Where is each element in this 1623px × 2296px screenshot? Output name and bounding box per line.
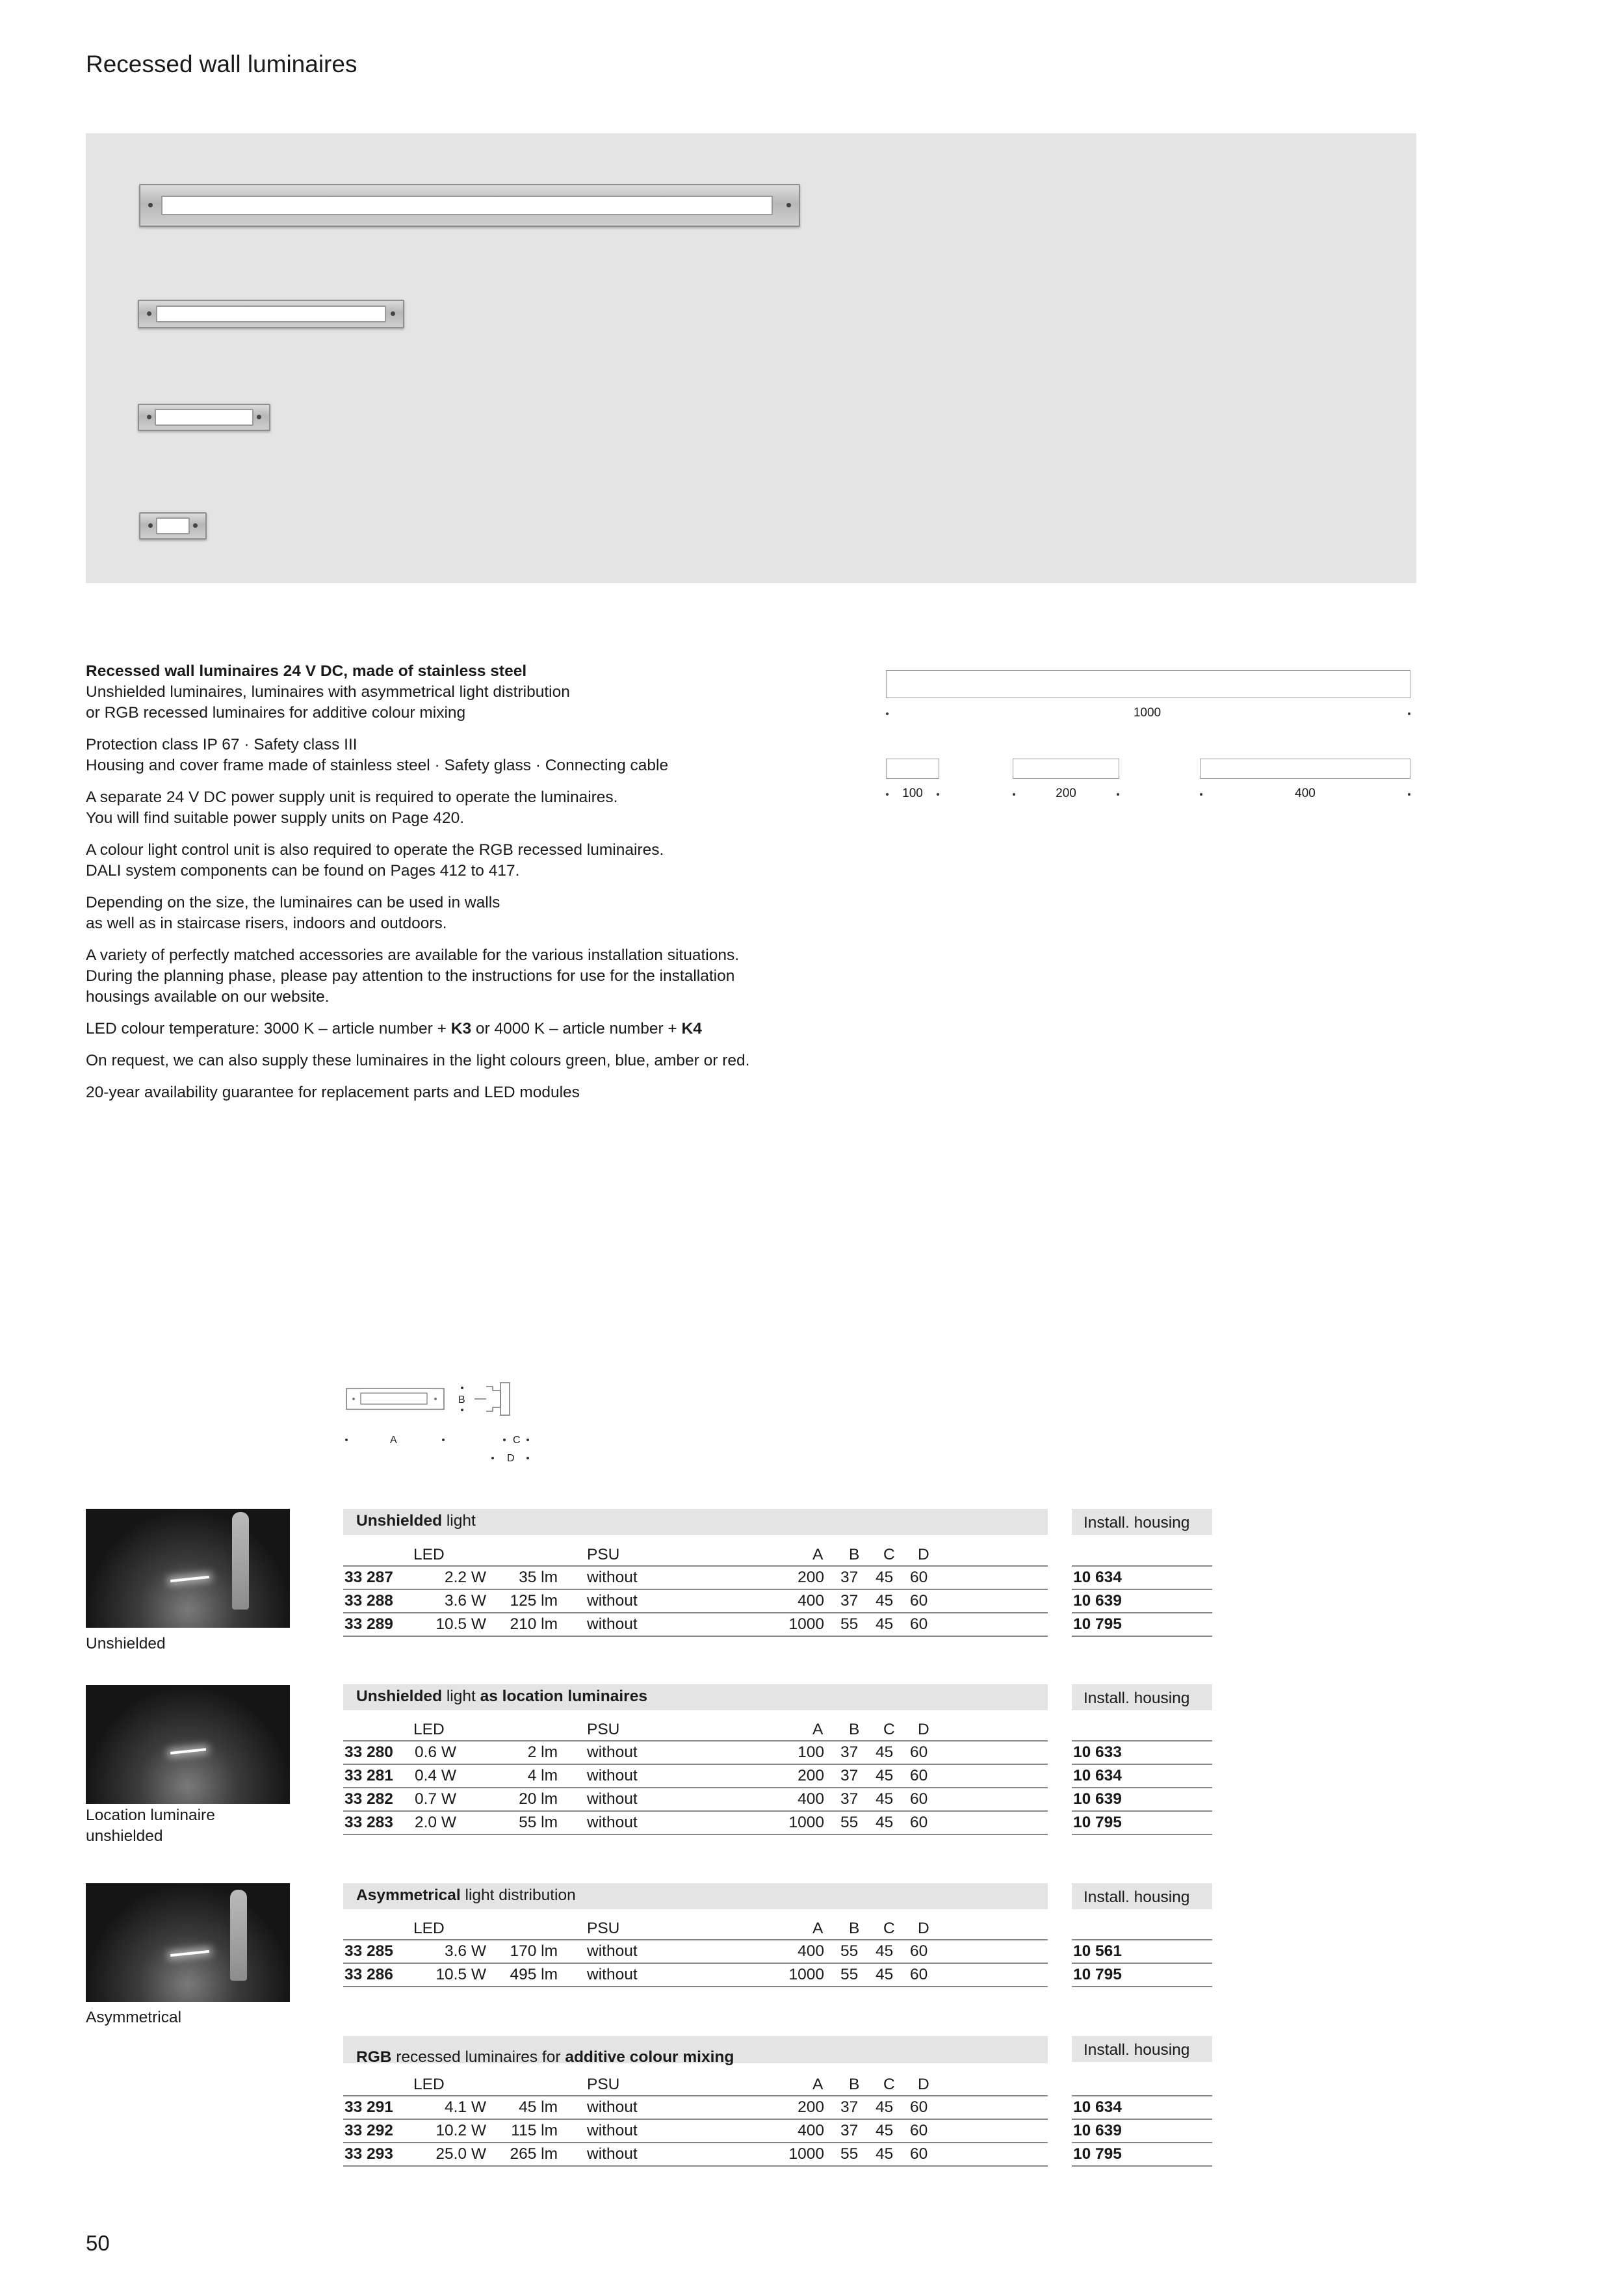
col-c: C bbox=[883, 1920, 895, 1937]
dim-a: 1000 bbox=[788, 1966, 824, 1983]
dimension-tick bbox=[345, 1439, 348, 1441]
dim-a: 100 bbox=[798, 1743, 824, 1761]
install-housing-header: Install. housing bbox=[1072, 1509, 1212, 1535]
wattage: 10.5 W bbox=[435, 1615, 486, 1633]
wattage: 10.5 W bbox=[435, 1966, 486, 1983]
dim-a: 200 bbox=[798, 1569, 824, 1586]
dim-d: 60 bbox=[910, 1942, 928, 1960]
article-number: 33 291 bbox=[344, 2098, 393, 2116]
description-text: On request, we can also supply these luminaires in the light colours green, blue, amber or red. bbox=[86, 1052, 750, 1069]
description-text: A colour light control unit is also required to operate the RGB recessed luminaires. bbox=[86, 841, 664, 859]
psu: without bbox=[587, 1569, 638, 1586]
description-text: 20-year availability guarantee for replacement parts and LED modules bbox=[86, 1084, 580, 1101]
lumen: 265 lm bbox=[510, 2145, 558, 2163]
dim-d: 60 bbox=[910, 1966, 928, 1983]
dim-a: 400 bbox=[798, 2122, 824, 2139]
wattage: 4.1 W bbox=[445, 2098, 486, 2116]
description-text: Protection class IP 67 · Safety class III bbox=[86, 736, 357, 753]
dim-a: 1000 bbox=[788, 1615, 824, 1633]
article-number: 33 286 bbox=[344, 1966, 393, 1983]
col-psu: PSU bbox=[587, 1721, 620, 1738]
col-b: B bbox=[849, 1920, 860, 1937]
asymmetrical-photo bbox=[86, 1883, 290, 2002]
dim-b: 37 bbox=[840, 1743, 859, 1761]
housing-cell bbox=[1072, 1812, 1212, 1835]
housing-cell bbox=[1072, 1613, 1212, 1637]
side-view bbox=[486, 1387, 500, 1411]
label-c: C bbox=[513, 1435, 521, 1446]
page-number: 50 bbox=[86, 2231, 110, 2255]
screw-mark bbox=[352, 1398, 355, 1400]
col-c: C bbox=[883, 2076, 895, 2093]
housing-cell bbox=[1072, 1964, 1212, 1987]
section-header-text: recessed luminaires for bbox=[391, 2048, 565, 2066]
housing-cell bbox=[1072, 1590, 1212, 1613]
dimension-label-200: 200 bbox=[1056, 787, 1076, 800]
housing-number: 10 639 bbox=[1073, 1592, 1122, 1610]
dimension-tick bbox=[937, 793, 939, 796]
dim-c: 45 bbox=[876, 1569, 894, 1586]
dim-b: 37 bbox=[840, 1569, 859, 1586]
colour-temperature-line bbox=[86, 1019, 820, 1039]
install-housing-header: Install. housing bbox=[1072, 2036, 1212, 2062]
description-text: You will find suitable power supply units on Page 420. bbox=[86, 809, 465, 827]
col-d: D bbox=[918, 1721, 929, 1738]
lumen: 495 lm bbox=[510, 1966, 558, 1983]
install-housing-header: Install. housing bbox=[1072, 1883, 1212, 1909]
dimension-tick bbox=[1408, 712, 1410, 715]
column-headers bbox=[343, 1918, 1048, 1938]
col-b: B bbox=[849, 1721, 860, 1738]
dim-c: 45 bbox=[876, 2098, 894, 2116]
section-header bbox=[343, 1883, 1048, 1909]
housing-number: 10 561 bbox=[1073, 1942, 1122, 1960]
dim-b: 55 bbox=[840, 1942, 859, 1960]
unshielded-photo bbox=[86, 1509, 290, 1628]
label-a: A bbox=[390, 1435, 397, 1446]
psu: without bbox=[587, 2098, 638, 2116]
article-number: 33 282 bbox=[344, 1790, 393, 1808]
housing-cell bbox=[1072, 1940, 1212, 1964]
housing-cell bbox=[1072, 1788, 1212, 1812]
dimension-tick bbox=[1117, 793, 1119, 796]
col-psu: PSU bbox=[587, 2076, 620, 2093]
dim-c: 45 bbox=[876, 1966, 894, 1983]
description bbox=[86, 661, 820, 1114]
psu: without bbox=[587, 1790, 638, 1808]
dim-b: 55 bbox=[840, 1814, 859, 1831]
article-number: 33 287 bbox=[344, 1569, 393, 1586]
lumen: 45 lm bbox=[519, 2098, 558, 2116]
lumen: 2 lm bbox=[527, 1743, 558, 1761]
col-a: A bbox=[812, 1920, 824, 1937]
table-row bbox=[343, 1940, 1048, 1964]
luminaire-1000 bbox=[139, 184, 800, 227]
wattage: 25.0 W bbox=[435, 2145, 486, 2163]
location-luminaire-photo bbox=[86, 1685, 290, 1804]
lumen: 115 lm bbox=[511, 2122, 558, 2139]
column-headers bbox=[343, 2074, 1048, 2094]
col-a: A bbox=[812, 1546, 824, 1563]
dimension-drawing bbox=[344, 1381, 546, 1466]
dim-b: 55 bbox=[840, 1615, 859, 1633]
description-text: DALI system components can be found on Pages 412 to 417. bbox=[86, 862, 520, 880]
dim-d: 60 bbox=[910, 1767, 928, 1784]
housing-number: 10 639 bbox=[1073, 2122, 1122, 2139]
description-text: A separate 24 V DC power supply unit is required to operate the luminaires. bbox=[86, 789, 618, 806]
psu: without bbox=[587, 1814, 638, 1831]
section-header-bold: additive colour mixing bbox=[565, 2048, 734, 2066]
col-led: LED bbox=[413, 2076, 445, 2093]
housing-number: 10 634 bbox=[1073, 1569, 1122, 1586]
wattage: 3.6 W bbox=[445, 1592, 486, 1610]
dim-a: 200 bbox=[798, 2098, 824, 2116]
dim-b: 37 bbox=[840, 1790, 859, 1808]
table-row bbox=[343, 2143, 1048, 2167]
section-caption: unshielded bbox=[86, 1827, 163, 1845]
dimension-tick bbox=[1013, 793, 1015, 796]
dim-a: 400 bbox=[798, 1592, 824, 1610]
section-header-text: light bbox=[442, 1688, 480, 1705]
lumen: 170 lm bbox=[510, 1942, 558, 1960]
dim-c: 45 bbox=[876, 1814, 894, 1831]
description-text: Unshielded luminaires, luminaires with asymmetrical light distribution bbox=[86, 683, 570, 701]
wattage: 10.2 W bbox=[435, 2122, 486, 2139]
size-outline-400 bbox=[1200, 759, 1410, 779]
housing-number: 10 634 bbox=[1073, 1767, 1122, 1784]
install-housing-header: Install. housing bbox=[1072, 1684, 1212, 1710]
k4-code: K4 bbox=[681, 1020, 702, 1037]
col-d: D bbox=[918, 1546, 929, 1563]
article-number: 33 289 bbox=[344, 1615, 393, 1633]
col-led: LED bbox=[413, 1920, 445, 1937]
dim-d: 60 bbox=[910, 2122, 928, 2139]
luminaire-200 bbox=[138, 404, 270, 431]
side-view-frame bbox=[500, 1383, 510, 1415]
section-caption: Location luminaire bbox=[86, 1807, 215, 1824]
table-row bbox=[343, 1613, 1048, 1637]
dim-c: 45 bbox=[876, 1790, 894, 1808]
page-title: Recessed wall luminaires bbox=[86, 51, 357, 77]
dim-c: 45 bbox=[876, 1615, 894, 1633]
housing-cell bbox=[1072, 1765, 1212, 1788]
section-caption: Unshielded bbox=[86, 1635, 166, 1652]
col-c: C bbox=[883, 1721, 895, 1738]
wattage: 2.2 W bbox=[445, 1569, 486, 1586]
description-text: housings available on our website. bbox=[86, 988, 330, 1006]
dimension-tick bbox=[1408, 793, 1410, 796]
psu: without bbox=[587, 1767, 638, 1784]
table-row bbox=[343, 1765, 1048, 1788]
description-text: Housing and cover frame made of stainless steel · Safety glass · Connecting cable bbox=[86, 757, 669, 774]
section-header-bold: RGB bbox=[356, 2048, 392, 2066]
article-number: 33 288 bbox=[344, 1592, 393, 1610]
dim-b: 55 bbox=[840, 1966, 859, 1983]
col-b: B bbox=[849, 2076, 860, 2093]
section-header bbox=[343, 1509, 1048, 1535]
description-text: During the planning phase, please pay attention to the instructions for use for the installation bbox=[86, 967, 735, 985]
dim-c: 45 bbox=[876, 1592, 894, 1610]
psu: without bbox=[587, 1942, 638, 1960]
psu: without bbox=[587, 1743, 638, 1761]
table-row bbox=[343, 1567, 1048, 1590]
table-row bbox=[343, 1788, 1048, 1812]
housing-number: 10 634 bbox=[1073, 2098, 1122, 2116]
dimension-tick bbox=[526, 1439, 529, 1441]
housing-number: 10 795 bbox=[1073, 1966, 1122, 1983]
psu: without bbox=[587, 2122, 638, 2139]
dimension-tick bbox=[461, 1409, 463, 1411]
lumen: 4 lm bbox=[527, 1767, 558, 1784]
dim-c: 45 bbox=[876, 2122, 894, 2139]
col-psu: PSU bbox=[587, 1546, 620, 1563]
wattage: 2.0 W bbox=[415, 1814, 456, 1831]
section-header-bold: as location luminaires bbox=[480, 1688, 647, 1705]
dimension-label-100: 100 bbox=[902, 787, 923, 800]
label-b: B bbox=[458, 1394, 465, 1405]
col-led: LED bbox=[413, 1546, 445, 1563]
section-header-bold: Unshielded bbox=[356, 1512, 443, 1530]
dim-d: 60 bbox=[910, 1743, 928, 1761]
article-number: 33 293 bbox=[344, 2145, 393, 2163]
col-c: C bbox=[883, 1546, 895, 1563]
label-d: D bbox=[507, 1453, 515, 1464]
dim-a: 1000 bbox=[788, 1814, 824, 1831]
dimension-tick bbox=[503, 1439, 506, 1441]
section-header-bold: Asymmetrical bbox=[356, 1886, 461, 1904]
col-a: A bbox=[812, 2076, 824, 2093]
dimension-tick bbox=[886, 793, 889, 796]
col-d: D bbox=[918, 1920, 929, 1937]
wattage: 0.6 W bbox=[415, 1743, 456, 1761]
lumen: 35 lm bbox=[519, 1569, 558, 1586]
screw-mark bbox=[434, 1398, 437, 1400]
col-b: B bbox=[849, 1546, 860, 1563]
table-row bbox=[343, 2120, 1048, 2143]
table-row bbox=[343, 1742, 1048, 1765]
column-headers bbox=[343, 1719, 1048, 1740]
dim-b: 37 bbox=[840, 1767, 859, 1784]
dimension-label-400: 400 bbox=[1295, 787, 1316, 800]
description-text: or RGB recessed luminaires for additive colour mixing bbox=[86, 704, 466, 722]
dim-b: 37 bbox=[840, 2122, 859, 2139]
article-number: 33 292 bbox=[344, 2122, 393, 2139]
luminaire-400 bbox=[138, 300, 404, 328]
psu: without bbox=[587, 1615, 638, 1633]
section-header-bold: Unshielded bbox=[356, 1688, 443, 1705]
column-headers bbox=[343, 1544, 1048, 1565]
col-d: D bbox=[918, 2076, 929, 2093]
table-row bbox=[343, 2096, 1048, 2120]
dim-b: 55 bbox=[840, 2145, 859, 2163]
lumen: 125 lm bbox=[510, 1592, 558, 1610]
dim-c: 45 bbox=[876, 1767, 894, 1784]
col-a: A bbox=[812, 1721, 824, 1738]
housing-cell bbox=[1072, 2096, 1212, 2120]
description-heading: Recessed wall luminaires 24 V DC, made of stainless steel bbox=[86, 662, 527, 680]
article-number: 33 283 bbox=[344, 1814, 393, 1831]
section-header-text: light distribution bbox=[460, 1886, 576, 1904]
dim-b: 37 bbox=[840, 2098, 859, 2116]
dim-a: 400 bbox=[798, 1790, 824, 1808]
dim-c: 45 bbox=[876, 1743, 894, 1761]
table-row bbox=[343, 1590, 1048, 1613]
dim-d: 60 bbox=[910, 1615, 928, 1633]
k3-code: K3 bbox=[450, 1020, 472, 1037]
dim-a: 200 bbox=[798, 1767, 824, 1784]
dimension-label-1000: 1000 bbox=[1133, 706, 1162, 720]
section-header-text: light bbox=[442, 1512, 476, 1530]
table-row bbox=[343, 1812, 1048, 1835]
description-text: as well as in staircase risers, indoors and outdoors. bbox=[86, 915, 447, 932]
dimension-tick bbox=[886, 712, 889, 715]
dimension-tick bbox=[442, 1439, 445, 1441]
description-text: LED colour temperature: 3000 K – article number + bbox=[86, 1020, 451, 1037]
housing-number: 10 795 bbox=[1073, 2145, 1122, 2163]
dim-a: 400 bbox=[798, 1942, 824, 1960]
description-text: or 4000 K – article number + bbox=[471, 1020, 682, 1037]
housing-cell bbox=[1072, 1567, 1212, 1590]
dimension-tick bbox=[526, 1457, 529, 1459]
dim-d: 60 bbox=[910, 2145, 928, 2163]
col-psu: PSU bbox=[587, 1920, 620, 1937]
housing-number: 10 795 bbox=[1073, 1615, 1122, 1633]
section-caption: Asymmetrical bbox=[86, 2009, 182, 2026]
article-number: 33 285 bbox=[344, 1942, 393, 1960]
section-header bbox=[343, 2036, 1048, 2066]
dim-c: 45 bbox=[876, 1942, 894, 1960]
housing-number: 10 639 bbox=[1073, 1790, 1122, 1808]
housing-cell bbox=[1072, 2143, 1212, 2167]
psu: without bbox=[587, 1966, 638, 1983]
size-outline-200 bbox=[1013, 759, 1119, 779]
lumen: 20 lm bbox=[519, 1790, 558, 1808]
luminaire-100 bbox=[139, 512, 207, 540]
wattage: 0.7 W bbox=[415, 1790, 456, 1808]
psu: without bbox=[587, 1592, 638, 1610]
psu: without bbox=[587, 2145, 638, 2163]
lumen: 210 lm bbox=[510, 1615, 558, 1633]
dimension-tick bbox=[461, 1387, 463, 1389]
dim-b: 37 bbox=[840, 1592, 859, 1610]
dimension-tick bbox=[491, 1457, 494, 1459]
description-text: Depending on the size, the luminaires can be used in walls bbox=[86, 894, 500, 911]
product-photo bbox=[86, 133, 1416, 583]
table-row bbox=[343, 1964, 1048, 1987]
housing-cell bbox=[1072, 2120, 1212, 2143]
lumen: 55 lm bbox=[519, 1814, 558, 1831]
col-led: LED bbox=[413, 1721, 445, 1738]
dim-d: 60 bbox=[910, 1569, 928, 1586]
wattage: 0.4 W bbox=[415, 1767, 456, 1784]
article-number: 33 280 bbox=[344, 1743, 393, 1761]
size-outline-1000 bbox=[886, 670, 1410, 698]
housing-number: 10 795 bbox=[1073, 1814, 1122, 1831]
size-outline-100 bbox=[886, 759, 939, 779]
dim-d: 60 bbox=[910, 1814, 928, 1831]
dim-d: 60 bbox=[910, 1790, 928, 1808]
dim-d: 60 bbox=[910, 2098, 928, 2116]
front-view-lens bbox=[361, 1393, 427, 1404]
housing-cell bbox=[1072, 1742, 1212, 1765]
description-text: A variety of perfectly matched accessories are available for the various installation situations. bbox=[86, 946, 740, 964]
dim-a: 1000 bbox=[788, 2145, 824, 2163]
dim-d: 60 bbox=[910, 1592, 928, 1610]
wattage: 3.6 W bbox=[445, 1942, 486, 1960]
article-number: 33 281 bbox=[344, 1767, 393, 1784]
dimension-tick bbox=[1200, 793, 1202, 796]
section-header bbox=[343, 1684, 1048, 1710]
housing-number: 10 633 bbox=[1073, 1743, 1122, 1761]
dim-c: 45 bbox=[876, 2145, 894, 2163]
